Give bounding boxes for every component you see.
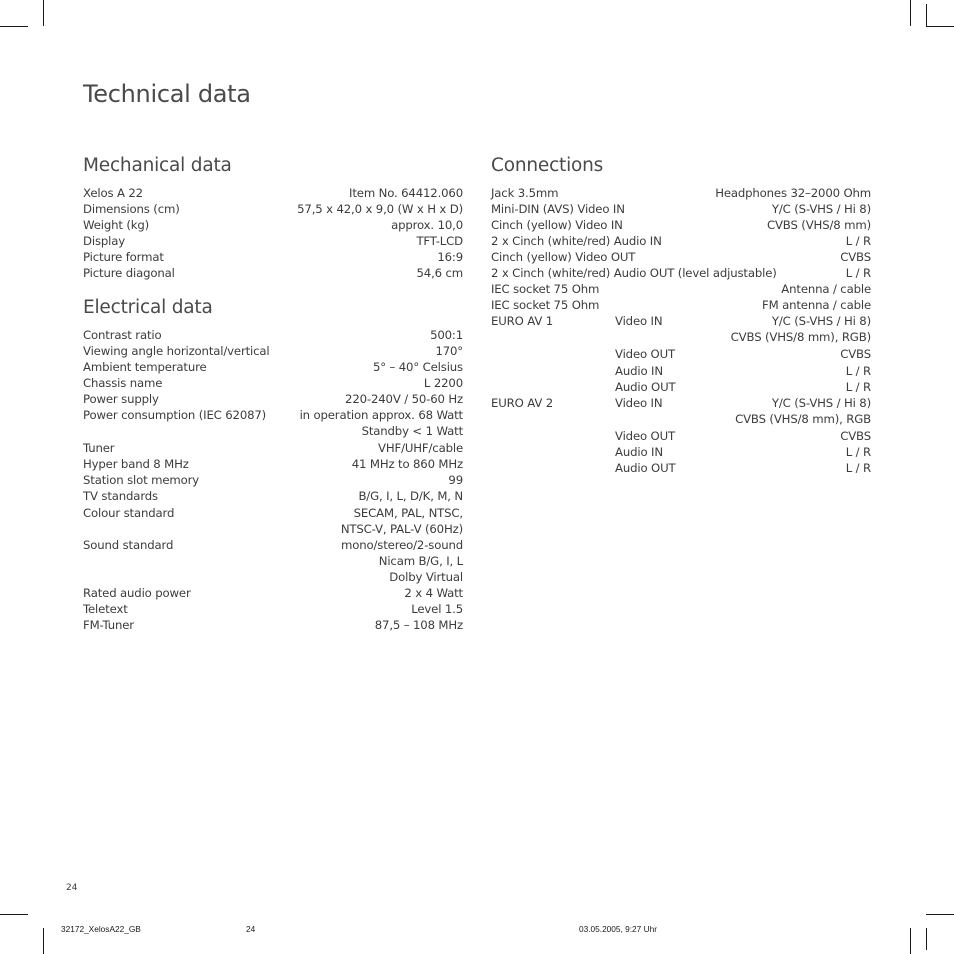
table-row [491, 395, 871, 411]
row-value: L / R [845, 460, 871, 475]
row-value: VHF/UHF/cable [378, 441, 463, 456]
row-sublabel: Video IN [615, 314, 663, 329]
row-value: Y/C (S-VHS / Hi 8) [771, 202, 871, 217]
table-row [491, 411, 871, 427]
table-row [83, 375, 463, 391]
mechanical-table [83, 185, 463, 281]
row-label: IEC socket 75 Ohm [491, 282, 600, 297]
row-label: Power supply [83, 392, 159, 407]
row-value: Y/C (S-VHS / Hi 8) [771, 395, 871, 410]
row-value: SECAM, PAL, NTSC, [353, 505, 463, 520]
table-row [83, 488, 463, 504]
row-value: 57,5 x 42,0 x 9,0 (W x H x D) [297, 202, 463, 217]
table-row [491, 329, 871, 345]
row-value: CVBS (VHS/8 mm) [766, 218, 871, 233]
table-row [491, 346, 871, 362]
page-number: 24 [66, 883, 78, 893]
footer-file: 32172_XelosA22_GB [61, 924, 141, 934]
row-value: FM antenna / cable [762, 298, 871, 313]
table-row [83, 553, 463, 569]
table-row [83, 201, 463, 217]
row-value: Nicam B/G, I, L [378, 553, 463, 568]
row-value: 220-240V / 50-60 Hz [345, 392, 463, 407]
footer-date: 03.05.2005, 9:27 Uhr [579, 924, 657, 934]
row-label: 2 x Cinch (white/red) Audio IN [491, 234, 662, 249]
table-row [491, 428, 871, 444]
crop-mark [43, 928, 44, 954]
table-row [491, 281, 871, 297]
row-sublabel: Audio IN [615, 363, 663, 378]
row-value: Dolby Virtual [389, 569, 463, 584]
footer-page: 24 [246, 924, 256, 934]
table-row [83, 505, 463, 521]
table-row [83, 343, 463, 359]
electrical-title: Electrical data [83, 297, 213, 318]
row-value: L / R [845, 234, 871, 249]
row-label: TV standards [83, 489, 158, 504]
table-row [491, 217, 871, 233]
row-label: EURO AV 2 [491, 395, 554, 410]
row-label: IEC socket 75 Ohm [491, 298, 600, 313]
page-title: Technical data [83, 80, 251, 108]
table-row [83, 423, 463, 439]
table-row [83, 617, 463, 633]
row-value: Y/C (S-VHS / Hi 8) [771, 314, 871, 329]
row-value: Antenna / cable [781, 282, 871, 297]
table-row [491, 460, 871, 476]
table-row [491, 444, 871, 460]
row-value: L 2200 [423, 376, 463, 391]
table-row [83, 327, 463, 343]
row-label: FM-Tuner [83, 617, 134, 632]
row-label: Mini-DIN (AVS) Video IN [491, 202, 625, 217]
table-row [491, 297, 871, 313]
table-row [491, 313, 871, 329]
row-value: L / R [845, 363, 871, 378]
row-value: CVBS (VHS/8 mm), RGB [735, 411, 871, 426]
table-row [83, 585, 463, 601]
row-label: Display [83, 234, 126, 249]
connections-title: Connections [491, 155, 604, 176]
row-sublabel: Audio OUT [615, 379, 676, 394]
table-row [491, 379, 871, 395]
row-label: Xelos A 22 [83, 186, 143, 200]
row-value: Headphones 32–2000 Ohm [715, 186, 871, 200]
row-value: CVBS [840, 428, 871, 443]
row-label: Dimensions (cm) [83, 202, 180, 217]
row-sublabel: Video IN [615, 395, 663, 410]
row-value: B/G, I, L, D/K, M, N [358, 489, 463, 504]
row-label: Jack 3.5mm [491, 186, 559, 200]
table-row [83, 569, 463, 585]
row-value: Level 1.5 [411, 601, 463, 616]
row-value: CVBS [840, 347, 871, 362]
crop-mark [926, 26, 954, 27]
table-row [83, 391, 463, 407]
row-label: Colour standard [83, 505, 175, 520]
crop-mark [910, 928, 911, 954]
row-value: CVBS (VHS/8 mm), RGB) [730, 330, 871, 345]
table-row [83, 537, 463, 553]
table-row [83, 472, 463, 488]
row-value: L / R [845, 266, 871, 281]
table-row [83, 407, 463, 423]
crop-mark [926, 928, 927, 950]
row-value: 87,5 – 108 MHz [374, 617, 463, 632]
table-row [83, 359, 463, 375]
row-label: Teletext [83, 601, 128, 616]
table-row [83, 456, 463, 472]
table-row [83, 249, 463, 265]
crop-mark [926, 914, 954, 915]
crop-mark [0, 914, 28, 915]
table-row [491, 363, 871, 379]
table-row [83, 233, 463, 249]
row-label: Sound standard [83, 537, 174, 552]
table-row [491, 185, 871, 201]
table-row [83, 440, 463, 456]
row-label: Ambient temperature [83, 360, 207, 375]
table-row [83, 601, 463, 617]
row-value: in operation approx. 68 Watt [299, 408, 463, 423]
row-value: 54,6 cm [416, 266, 463, 281]
table-row [491, 201, 871, 217]
row-value: TFT-LCD [416, 234, 463, 249]
row-value: 16:9 [437, 250, 463, 265]
crop-mark [0, 26, 28, 27]
row-value: mono/stereo/2-sound [341, 537, 463, 552]
crop-mark [43, 0, 44, 26]
row-label: Cinch (yellow) Video IN [491, 218, 623, 233]
row-label: Station slot memory [83, 473, 200, 488]
row-label: Viewing angle horizontal/vertical [83, 344, 270, 359]
row-label: Cinch (yellow) Video OUT [491, 250, 636, 265]
mechanical-title: Mechanical data [83, 155, 232, 176]
row-label: Contrast ratio [83, 328, 162, 342]
table-row [83, 217, 463, 233]
row-value: 41 MHz to 860 MHz [351, 457, 463, 472]
connections-table [491, 185, 871, 476]
row-label: Hyper band 8 MHz [83, 457, 189, 472]
table-row [491, 249, 871, 265]
row-label: EURO AV 1 [491, 314, 554, 329]
row-label: Chassis name [83, 376, 163, 391]
row-sublabel: Video OUT [615, 347, 676, 362]
row-label: Picture format [83, 250, 164, 265]
row-value: L / R [845, 379, 871, 394]
row-sublabel: Audio OUT [615, 460, 676, 475]
crop-mark [910, 0, 911, 26]
row-value: 5° – 40° Celsius [372, 360, 463, 375]
row-value: CVBS [840, 250, 871, 265]
row-value: Standby < 1 Watt [361, 424, 463, 439]
row-label: Rated audio power [83, 585, 191, 600]
row-label: Tuner [83, 441, 115, 456]
table-row [491, 265, 871, 281]
table-row [491, 233, 871, 249]
table-row [83, 265, 463, 281]
row-label: Weight (kg) [83, 218, 150, 233]
table-row [83, 521, 463, 537]
row-label: Power consumption (IEC 62087) [83, 408, 267, 423]
crop-mark [926, 4, 927, 26]
electrical-table [83, 327, 463, 633]
row-value: 170° [435, 344, 463, 359]
row-value: 2 x 4 Watt [404, 585, 463, 600]
row-value: approx. 10,0 [391, 218, 463, 233]
row-label: 2 x Cinch (white/red) Audio OUT (level adjustable) [491, 266, 777, 281]
row-sublabel: Audio IN [615, 444, 663, 459]
row-value: L / R [845, 444, 871, 459]
row-value: 500:1 [430, 328, 463, 342]
row-value: 99 [448, 473, 463, 488]
row-value: NTSC-V, PAL-V (60Hz) [340, 521, 463, 536]
row-label: Picture diagonal [83, 266, 175, 281]
row-value: Item No. 64412.060 [349, 186, 463, 200]
row-sublabel: Video OUT [615, 428, 676, 443]
table-row [83, 185, 463, 201]
